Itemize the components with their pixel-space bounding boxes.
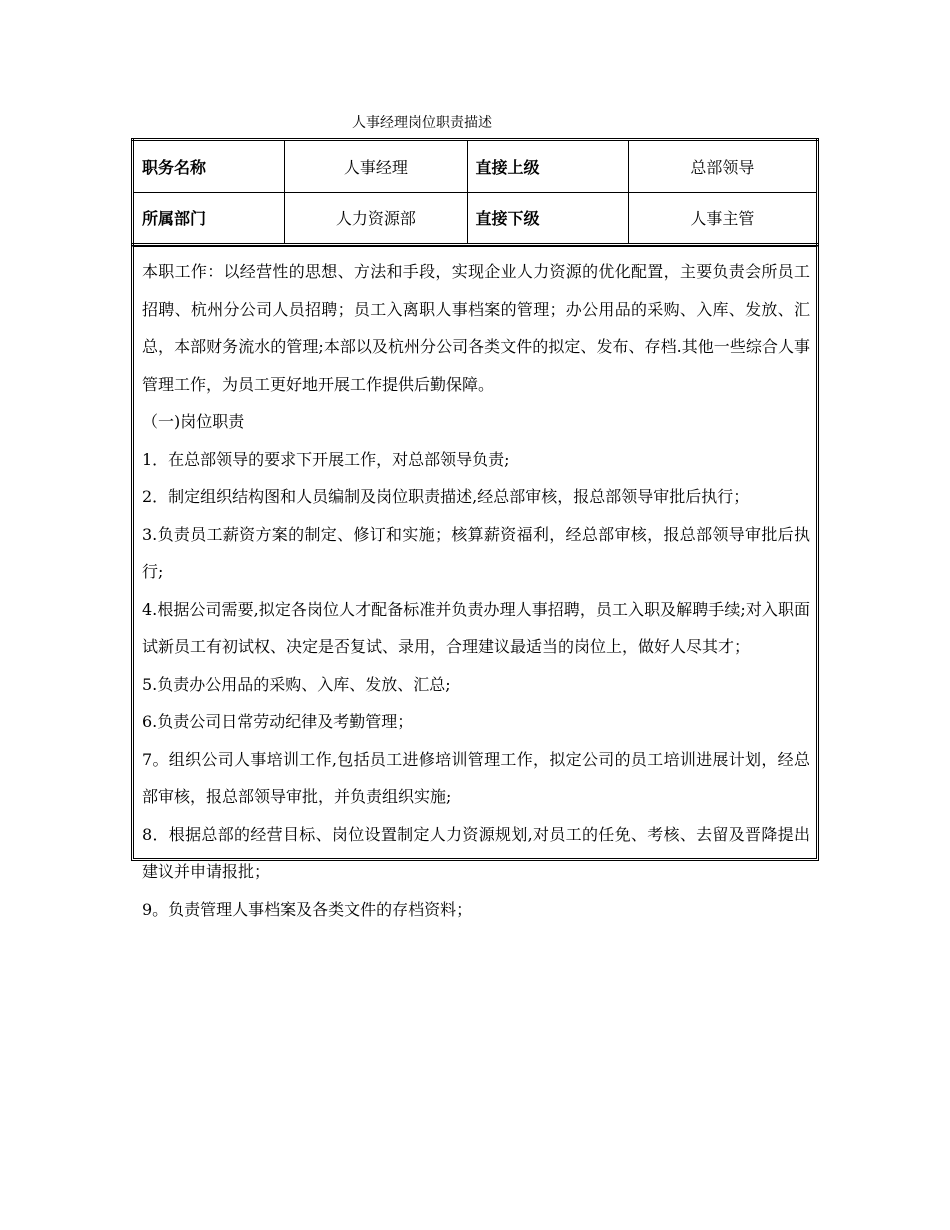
job-info-table <box>131 138 819 246</box>
duty-item: 2．制定组织结构图和人员编制及岗位职责描述,经总部审核，报总部领导审批后执行； <box>142 487 750 506</box>
table-row <box>133 140 818 193</box>
duty-item: 8．根据总部的经营目标、岗位设置制定人力资源规划,对员工的任免、考核、去留及晋降提出建议并申请报批； <box>142 824 810 881</box>
duty-item: 9。负责管理人事档案及各类文件的存档资料； <box>142 899 473 919</box>
direct-superior-value: 总部领导 <box>628 140 817 193</box>
job-title-label: 职务名称 <box>133 140 285 193</box>
job-title-value: 人事经理 <box>285 140 467 193</box>
direct-subordinate-value: 人事主管 <box>628 192 817 245</box>
duty-item: 3.负责员工薪资方案的制定、修订和实施；核算薪资福利，经总部审核，报总部领导审批后执行; <box>142 524 810 581</box>
duty-item: 4.根据公司需要,拟定各岗位人才配备标准并负责办理人事招聘，员工入职及解聘手续;对入职面试新员工有初试权、决定是否复试、录用，合理建议最适当的岗位上，做好人尽其才； <box>142 599 810 656</box>
direct-superior-label: 直接上级 <box>467 140 628 193</box>
department-value: 人力资源部 <box>285 192 467 245</box>
table-row <box>133 192 818 245</box>
job-description-body <box>131 246 819 919</box>
section-heading: （一)岗位职责 <box>142 412 245 431</box>
document-title: 人事经理岗位职责描述 <box>352 115 492 131</box>
direct-subordinate-label: 直接下级 <box>467 192 628 245</box>
job-summary: 本职工作：以经营性的思想、方法和手段，实现企业人力资源的优化配置，主要负责会所员工招聘、杭州分公司人员招聘；员工入离职人事档案的管理；办公用品的采购、入库、发放、汇总，本部财务流水的管理;本部以及杭州分公司各类文件的拟定、发布、存档.其他一些综合人事管理工作，为员工更好地开展工作提供后勤保障。 <box>142 262 810 394</box>
duty-item: 6.负责公司日常劳动纪律及考勤管理； <box>142 712 414 731</box>
duty-item: 7。组织公司人事培训工作,包括员工进修培训管理工作，拟定公司的员工培训进展计划，经总部审核，报总部领导审批，并负责组织实施; <box>142 749 810 806</box>
department-label: 所属部门 <box>133 192 285 245</box>
duty-item: 5.负责办公用品的采购、入库、发放、汇总; <box>142 674 451 694</box>
duty-item: 1．在总部领导的要求下开展工作，对总部领导负责; <box>142 449 510 469</box>
